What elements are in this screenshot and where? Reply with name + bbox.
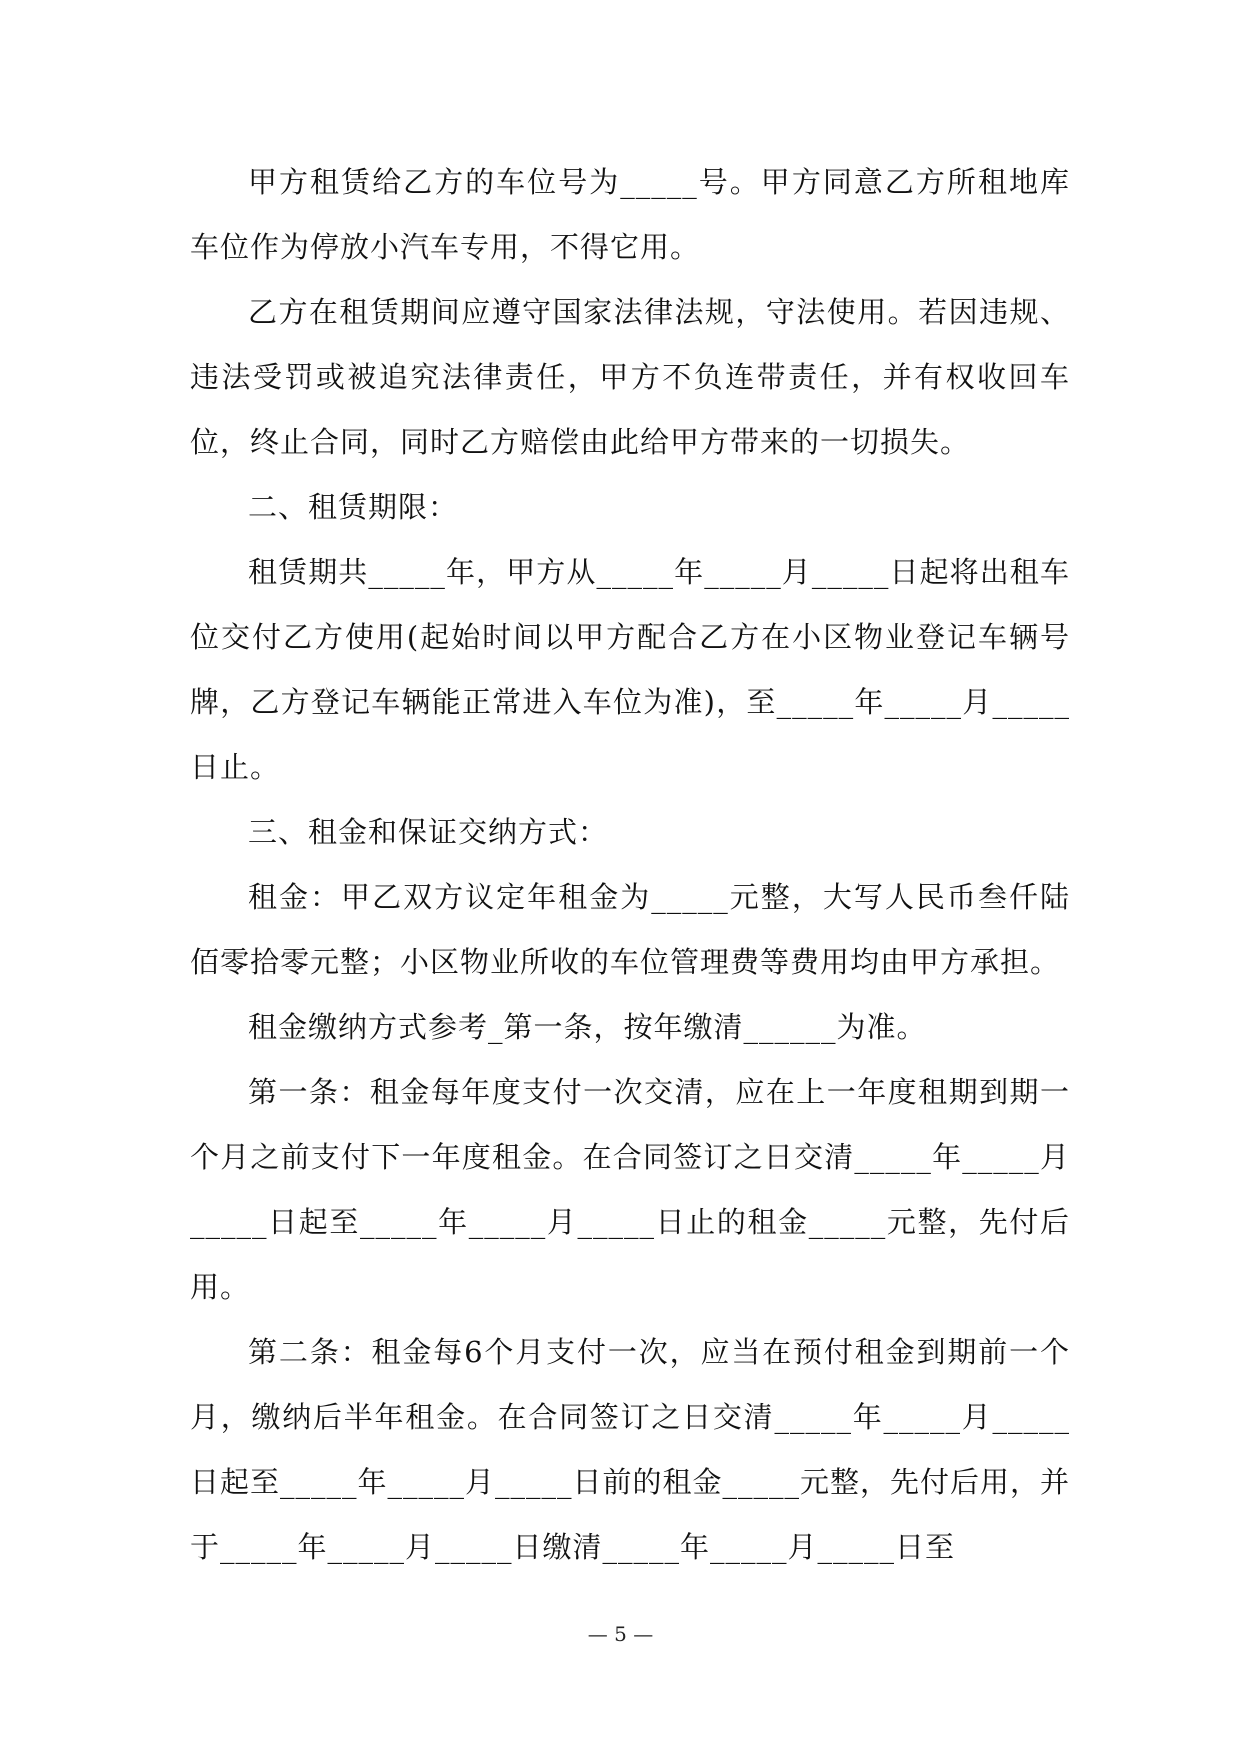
paragraph-parking-space: 甲方租赁给乙方的车位号为_____号。甲方同意乙方所租地库车位作为停放小汽车专用，不得它用。 [190,165,1070,264]
paragraph-rent-amount: 租金：甲乙双方议定年租金为_____元整，大写人民币叁仟陆佰零拾零元整；小区物业所收的车位管理费等费用均由甲方承担。 [190,880,1070,979]
paragraph-clause-two: 第二条：租金每6个月支付一次，应当在预付租金到期前一个月，缴纳后半年租金。在合同签订之日交清_____年_____月_____日起至_____年_____月_____日前的租金_____元整，先付后用，并于_____年_____月_____日缴清_____年_____月_____日至 [190,1335,1071,1564]
document-body [190,150,1070,1580]
section-heading-lease-term: 二、租赁期限： [248,490,459,524]
paragraph-payment-method: 租金缴纳方式参考_第一条，按年缴清______为准。 [248,1010,927,1044]
paragraph-clause-one: 第一条：租金每年度支付一次交清，应在上一年度租期到期一个月之前支付下一年度租金。在合同签订之日交清_____年_____月_____日起至_____年_____月_____日止的租金_____元整，先付后用。 [190,1075,1070,1304]
page-number: — 5 — [587,1622,654,1646]
paragraph-legal-compliance: 乙方在租赁期间应遵守国家法律法规，守法使用。若因违规、违法受罚或被追究法律责任，甲方不负连带责任，并有权收回车位，终止合同，同时乙方赔偿由此给甲方带来的一切损失。 [190,295,1070,459]
paragraph-lease-term: 租赁期共_____年，甲方从_____年_____月_____日起将出租车位交付乙方使用(起始时间以甲方配合乙方在小区物业登记车辆号牌，乙方登记车辆能正常进入车位为准)，至_____年_____月_____日止。 [190,555,1070,784]
section-heading-rent-payment: 三、租金和保证交纳方式： [248,815,609,849]
